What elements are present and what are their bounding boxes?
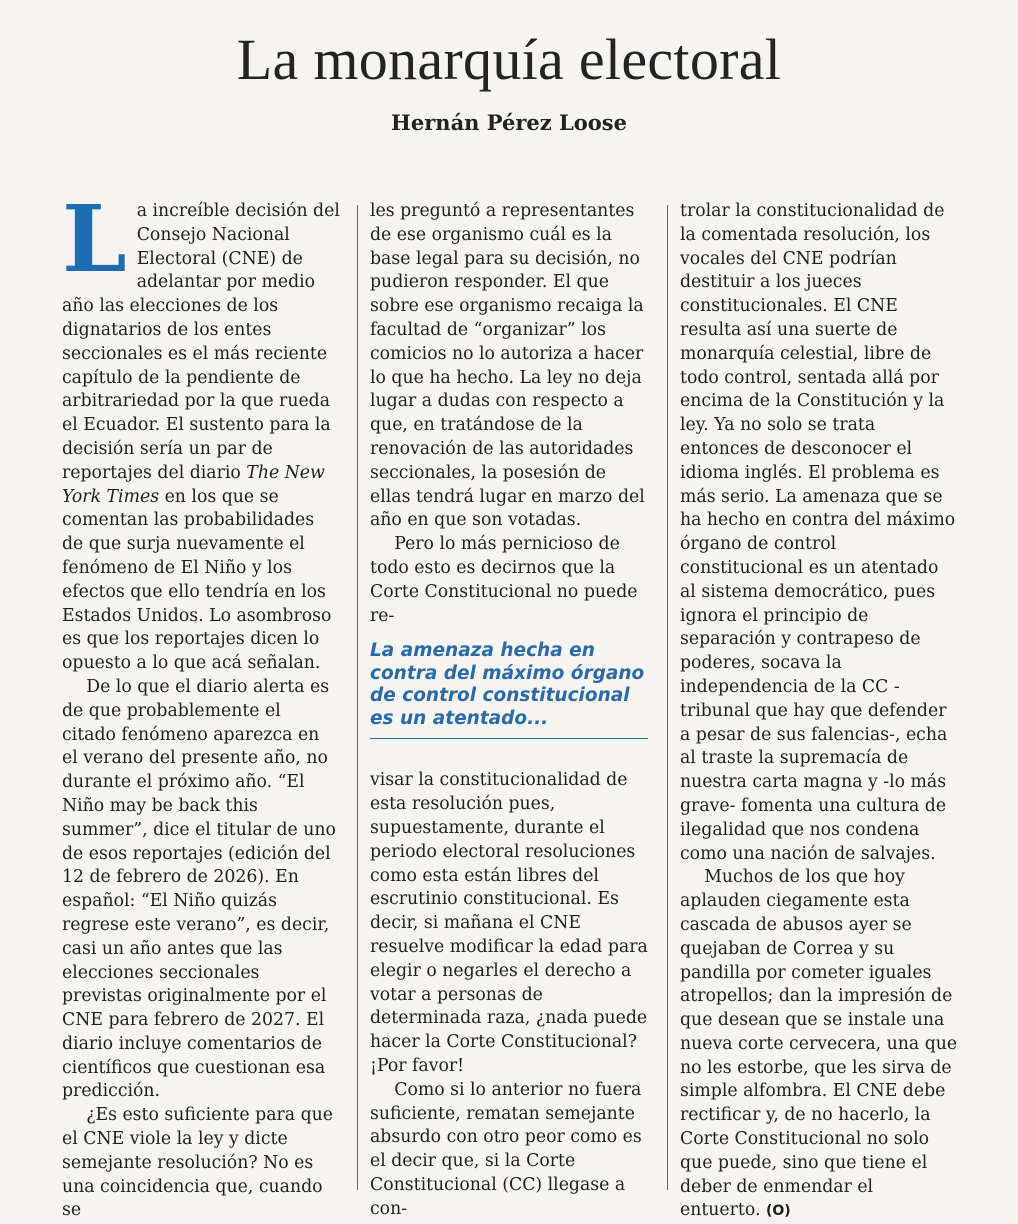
article-title: La monarquía electoral bbox=[236, 27, 782, 92]
paragraph-3-continued: les preguntó a representantes de ese organismo cuál es la base legal para su decisión, no pudieron responder. El que sobre ese organismo recaiga la facultad de “organizar” los comicios no lo autoriza a hacer lo que ha hecho. La ley no deja lugar a dudas con respecto a que, en tratándose de la renovación de las autoridades seccionales, la posesión de ellas tendrá lugar en marzo del año en que son votadas. bbox=[370, 201, 645, 531]
column-divider bbox=[357, 205, 358, 1190]
paragraph-1-text-b: en los que se comentan las probabilidades de que surja nuevamente el fenómeno de El Niño y los efectos que ello tendría en los Estados Unidos. Lo asombroso es que los reportajes dicen lo opuesto a lo que acá señalan. bbox=[62, 486, 332, 674]
article-column-2 bbox=[370, 200, 648, 1221]
paragraph-3-start: ¿Es esto suficiente para que el CNE viole la ley y dicte semejante resolución? No es una coincidencia que, cuando se bbox=[62, 1105, 333, 1221]
paragraph-2: De lo que el diario alerta es de que probablemente el citado fenómeno aparezca en el verano del presente año, no durante el próximo año. “El Niño may be back this summer”, dice el titular de uno de esos reportajes (edición del 12 de febrero de 2026). En español: “El Niño quizás regrese este verano”, es decir, casi un año antes que las elecciones seccionales previstas originalmente por el CNE para febrero de 2027. El diario incluye comentarios de científicos que cuestionan esa predicción. bbox=[62, 676, 336, 1102]
paragraph-4-continued: visar la constitucionalidad de esta resolución pues, supuestamente, durante el periodo electoral resoluciones como esta están libres del escrutinio constitucional. Es decir, si mañana el CNE resuelve modificar la edad para elegir o negarles el derecho a votar a personas de determinada raza, ¿nada puede hacer la Corte Constitucional? ¡Por favor! bbox=[370, 770, 648, 1076]
column-divider bbox=[667, 205, 668, 1190]
pull-quote: La amenaza hecha en contra del máximo órgano de control constitucional es un atentado... bbox=[370, 640, 648, 739]
paragraph-5-start: Como si lo anterior no fuera suficiente, rematan semejante absurdo con otro peor como es el decir que, si la Corte Constitucional (CC) llegase a con- bbox=[370, 1079, 642, 1219]
paragraph-4-start: Pero lo más pernicioso de todo esto es decirnos que la Corte Constitucional no puede re- bbox=[370, 534, 638, 626]
article-column-1 bbox=[62, 185, 340, 1223]
author-byline: Hernán Pérez Loose bbox=[391, 110, 627, 135]
article-column-3 bbox=[680, 200, 958, 1224]
end-mark: (O) bbox=[765, 1203, 791, 1220]
paragraph-1 bbox=[62, 185, 340, 676]
paragraph-5-continued: trolar la constitucionalidad de la comentada resolución, los vocales del CNE podrían destituir a los jueces constitucionales. El CNE resulta así una suerte de monarquía celestial, libre de todo control, sentada allá por encima de la Constitución y la ley. Ya no solo se trata entonces de desconocer el idioma inglés. El problema es más serio. La amenaza que se ha hecho en contra del máximo órgano de control constitucional es un atentado al sistema democrático, pues ignora el principio de separación y contrapeso de poderes, socava la independencia de la CC -tribunal que hay que defender a pesar de sus falencias-, echa al traste la supremacía de nuestra carta magna y -lo más grave- fomenta una cultura de ilegalidad que nos condena como una nación de salvajes. bbox=[680, 201, 956, 864]
newspaper-name: The New York Times bbox=[62, 462, 325, 507]
paragraph-6 bbox=[680, 866, 958, 1224]
drop-cap: L bbox=[62, 185, 127, 293]
paragraph-6-text: Muchos de los que hoy aplauden ciegamente esta cascada de abusos ayer se quejaban de Correa y su pandilla por cometer iguales atropellos; dan la impresión de que desean que se instale una nueva corte cervecera, una que no les estorbe, que les sirva de simple alfombra. El CNE debe rectificar y, de no hacerlo, la Corte Constitucional no solo que puede, sino que tiene el deber de enmendar el entuerto. bbox=[680, 867, 958, 1221]
paragraph-1-text-a: a increíble decisión del Consejo Nacional Electoral (CNE) de adelantar por medio año las elecciones de los dignatarios de los entes seccionales es el más reciente capítulo de la pendiente de arbitrariedad por la que rueda el Ecuador. El sustento para la decisión sería un par de reportajes del diario bbox=[62, 201, 340, 483]
